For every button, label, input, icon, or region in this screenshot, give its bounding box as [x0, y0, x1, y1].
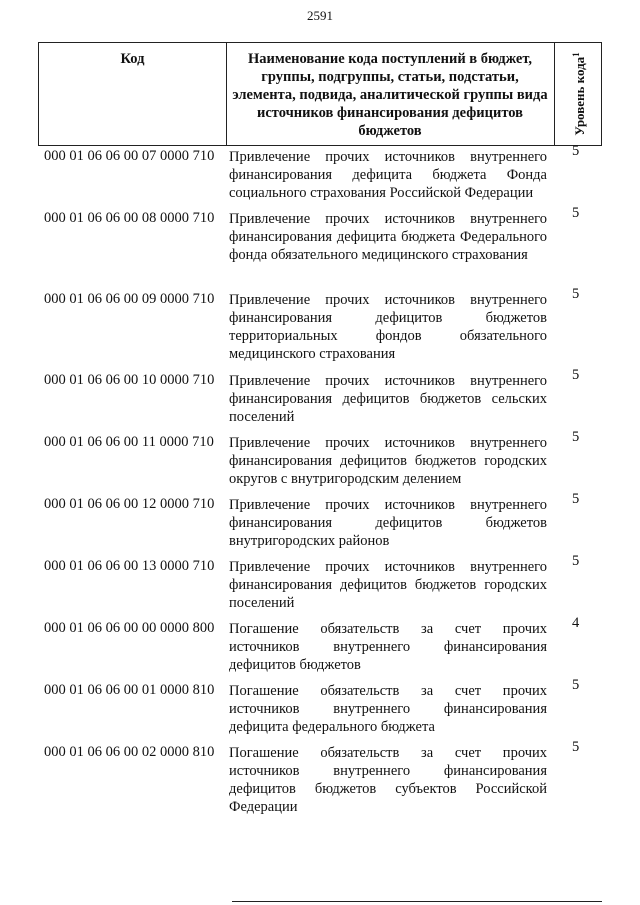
row-code: 000 01 06 06 00 01 0000 810: [44, 682, 215, 698]
row-code: 000 01 06 06 00 10 0000 710: [44, 372, 215, 388]
row-level: 5: [572, 553, 580, 569]
row-level: 5: [572, 739, 580, 755]
row-code: 000 01 06 06 00 00 0000 800: [44, 620, 215, 636]
row-level: 5: [572, 367, 580, 383]
row-code: 000 01 06 06 00 11 0000 710: [44, 434, 214, 450]
row-name: Погашение обязательств за счет прочих источников внутреннего финансирования дефицитов бюджетов: [229, 621, 547, 673]
row-level: 5: [572, 429, 580, 445]
row-level: 4: [572, 615, 580, 631]
header-code: Код: [120, 51, 145, 67]
header-name: Наименование кода поступлений в бюджет, группы, подгруппы, статьи, подстатьи, элемента, подвида, аналитической группы вида источников финансирования дефицитов бюджетов: [232, 51, 548, 139]
row-code: 000 01 06 06 00 13 0000 710: [44, 558, 215, 574]
table-row: [38, 143, 602, 210]
row-level: 5: [572, 677, 580, 693]
table-row: [38, 286, 602, 372]
table-header: [38, 42, 602, 146]
row-code: 000 01 06 06 00 09 0000 710: [44, 291, 215, 307]
page-number: 2591: [307, 8, 333, 23]
table-row: [38, 615, 602, 682]
table-row: [38, 553, 602, 620]
row-level: 5: [572, 143, 580, 159]
row-name: Привлечение прочих источников внутреннего финансирования дефицитов бюджетов городских округов с внутригородским делением: [229, 435, 547, 487]
row-level: 5: [572, 286, 580, 302]
row-name: Погашение обязательств за счет прочих источников внутреннего финансирования дефицита федерального бюджета: [229, 683, 547, 735]
row-code: 000 01 06 06 00 08 0000 710: [44, 210, 215, 226]
row-name: Погашение обязательств за счет прочих источников внутреннего финансирования дефицитов бюджетов субъектов Российской Федерации: [229, 745, 547, 815]
table-row: [38, 367, 602, 434]
header-level-cell: [554, 43, 601, 145]
row-code: 000 01 06 06 00 07 0000 710: [44, 148, 215, 164]
row-level: 5: [572, 491, 580, 507]
header-name-cell: [226, 43, 555, 145]
table-row: [38, 739, 602, 824]
row-code: 000 01 06 06 00 02 0000 810: [44, 744, 215, 760]
row-level: 5: [572, 205, 580, 221]
row-name: Привлечение прочих источников внутреннего финансирования дефицитов бюджетов территориальных фондов обязательного медицинского страхования: [229, 292, 547, 362]
header-level-text: Уровень кода: [571, 56, 587, 136]
table-body: [38, 143, 602, 822]
header-code-cell: [39, 43, 227, 145]
table-row: [38, 677, 602, 744]
bottom-rule: [232, 901, 602, 902]
header-level-note: 1: [570, 52, 581, 57]
row-name: Привлечение прочих источников внутреннего финансирования дефицитов бюджетов городских поселений: [229, 559, 547, 611]
row-name: Привлечение прочих источников внутреннего финансирования дефицита бюджета Фонда социального страхования Российской Федерации: [229, 149, 547, 201]
table-row: [38, 429, 602, 496]
table-row: [38, 491, 602, 558]
table-row: [38, 205, 602, 291]
header-level: [568, 52, 586, 135]
row-name: Привлечение прочих источников внутреннего финансирования дефицита бюджета Федерального фонда обязательного медицинского страхования: [229, 211, 547, 263]
row-code: 000 01 06 06 00 12 0000 710: [44, 496, 215, 512]
row-name: Привлечение прочих источников внутреннего финансирования дефицитов бюджетов сельских поселений: [229, 373, 547, 425]
row-name: Привлечение прочих источников внутреннего финансирования дефицитов бюджетов внутригородских районов: [229, 497, 547, 549]
